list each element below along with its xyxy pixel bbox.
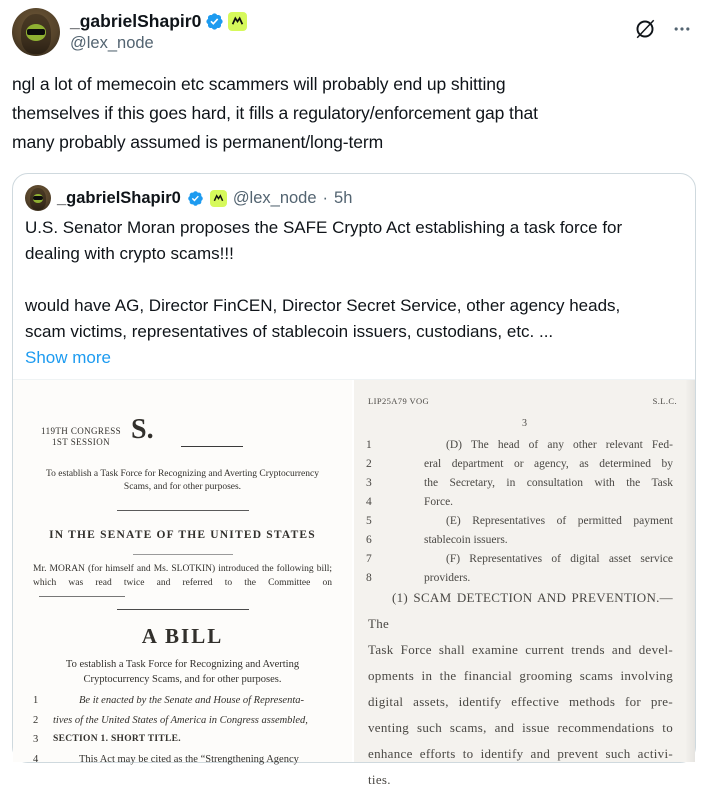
affiliate-badge-icon <box>210 190 227 207</box>
doc-purpose-line: Scams, and for other purposes. <box>123 482 242 492</box>
doc-line <box>33 691 338 711</box>
doc-session: 1ST SESSION <box>52 437 111 447</box>
avatar-art-sunglasses <box>33 196 43 199</box>
doc-line <box>366 493 673 512</box>
doc-draft-code: LIP25A79 VOG <box>368 396 430 406</box>
doc-committee-blank <box>39 596 125 597</box>
user-handle[interactable]: @lex_node <box>70 34 154 52</box>
doc-line-number: 4 <box>33 753 39 765</box>
doc-line-text: eral department or agency, as determined by <box>424 458 673 470</box>
verified-badge-icon <box>205 12 224 31</box>
doc-page-number: 3 <box>522 418 527 429</box>
doc-paragraph-line: enhance efforts to identify and prevent such activi- <box>368 746 673 761</box>
affiliate-badge-icon[interactable] <box>228 12 247 31</box>
quote-handle: @lex_node <box>232 188 317 207</box>
quote-media <box>13 379 695 787</box>
doc-line-text: tives of the United States of America in Congress assembled, <box>53 714 308 726</box>
quote-separator: · <box>322 188 329 207</box>
doc-line-number: 1 <box>366 439 372 451</box>
doc-introduction <box>33 562 332 590</box>
doc-congress: 119TH CONGRESS <box>41 426 122 436</box>
doc-bill-purpose-line: To establish a Task Force for Recognizing and Averting <box>65 659 300 670</box>
doc-bill-purpose <box>47 657 318 687</box>
doc-line-number: 2 <box>366 458 372 470</box>
doc-line <box>366 531 673 550</box>
doc-divider <box>133 554 233 555</box>
doc-bill-title: A BILL <box>141 624 224 648</box>
doc-line-number: 4 <box>366 496 372 508</box>
doc-paragraph-line: opments in the financial grooming scams involving <box>368 668 673 683</box>
doc-congress-session <box>41 426 121 448</box>
doc-line-number: 3 <box>366 477 372 489</box>
doc-paragraph-line: venting such scams, and issue recommendations to <box>368 720 673 735</box>
doc-line-text: Force. <box>424 496 454 508</box>
doc-paragraph-line: digital assets, identify effective methods for pre- <box>368 694 673 709</box>
doc-line-text: (D) The head of any other relevant Fed- <box>446 439 673 451</box>
doc-line-text: the Secretary, in consultation with the Task <box>424 477 673 489</box>
doc-line <box>366 455 673 474</box>
header-actions <box>634 8 696 40</box>
doc-line <box>33 750 338 770</box>
display-name[interactable]: _gabrielShapir0 <box>70 11 202 31</box>
doc-bill-purpose-line: Cryptocurrency Scams, and for other purposes. <box>83 674 282 685</box>
doc-introduction-line: which was read twice and referred to the Committee on <box>33 578 332 588</box>
doc-line-text: (F) Representatives of digital asset service <box>446 553 673 565</box>
doc-page-header <box>368 396 677 406</box>
doc-purpose-line: To establish a Task Force for Recognizing and Averting Cryptocurrency <box>46 469 319 479</box>
more-icon[interactable] <box>672 19 692 39</box>
doc-line-text: This Act may be cited as the “Strengthening Agency <box>79 753 299 765</box>
doc-numbered-lines <box>366 436 673 588</box>
doc-senate-heading: IN THE SENATE OF THE UNITED STATES <box>49 529 316 541</box>
doc-line-number: 3 <box>33 734 39 745</box>
quote-timestamp: 5h <box>334 188 353 207</box>
quote-text-line: would have AG, Director FinCEN, Director Secret Service, other agency heads, <box>25 296 621 315</box>
doc-line-number: 7 <box>366 553 372 565</box>
doc-line-text: providers. <box>424 572 471 584</box>
doc-bill-number: S. <box>131 414 154 445</box>
quote-avatar[interactable] <box>25 185 51 211</box>
doc-line <box>33 711 338 731</box>
doc-introduction-line: Mr. MORAN (for himself and Ms. SLOTKIN) introduced the following bill; <box>33 564 332 574</box>
avatar-art-sunglasses <box>27 29 45 35</box>
doc-line-text: Be it enacted by the Senate and House of Representa- <box>79 695 304 706</box>
doc-paragraph <box>368 585 673 793</box>
doc-line <box>366 436 673 455</box>
tweet-header <box>12 8 696 56</box>
tweet-text-line: themselves if this goes hard, it fills a regulatory/enforcement gap that <box>12 103 538 123</box>
doc-line <box>366 474 673 493</box>
tweet-text <box>12 70 696 157</box>
tweet-text-line: many probably assumed is permanent/long-term <box>12 132 384 152</box>
grok-icon[interactable] <box>634 18 656 40</box>
doc-paragraph-line: (1) SCAM DETECTION AND PREVENTION.—The <box>368 590 673 631</box>
quote-text-line: scam victims, representatives of stablecoin issuers, custodians, etc. ... <box>25 322 554 341</box>
quote-text-line: U.S. Senator Moran proposes the SAFE Crypto Act establishing a task force for <box>25 218 623 237</box>
tweet-text-line: ngl a lot of memecoin etc scammers will probably end up shitting <box>12 74 506 94</box>
document-image-right[interactable] <box>354 380 695 787</box>
quoted-tweet-card[interactable] <box>12 173 696 787</box>
doc-line-number: 1 <box>33 695 39 706</box>
doc-slc: S.L.C. <box>652 396 677 406</box>
verified-badge-icon <box>187 190 204 207</box>
doc-bill-number-blank <box>181 446 243 447</box>
doc-line-text: SECTION 1. SHORT TITLE. <box>53 734 181 744</box>
doc-paragraph-line: Task Force shall examine current trends and devel- <box>368 642 673 657</box>
doc-line-number: 8 <box>366 572 372 584</box>
show-more-link[interactable]: Show more <box>25 348 111 367</box>
doc-purpose <box>39 468 326 494</box>
quote-text-line: dealing with crypto scams!!! <box>25 244 234 263</box>
doc-line <box>366 550 673 569</box>
quote-header <box>13 174 695 211</box>
doc-line <box>366 512 673 531</box>
doc-line-text: (E) Representatives of permitted payment <box>446 515 673 527</box>
doc-line-number: 6 <box>366 534 372 546</box>
document-image-left[interactable] <box>13 380 352 765</box>
doc-line <box>33 730 338 750</box>
doc-divider <box>117 510 249 511</box>
avatar[interactable] <box>12 8 60 56</box>
quote-display-name[interactable]: _gabrielShapir0 <box>57 188 181 207</box>
doc-divider <box>117 609 249 610</box>
quote-text <box>13 211 695 345</box>
author-identity <box>70 8 634 54</box>
doc-paragraph-line: ties. <box>368 772 391 787</box>
doc-line-text: stablecoin issuers. <box>424 534 508 546</box>
doc-line-number: 5 <box>366 515 372 527</box>
doc-line-number: 2 <box>33 714 39 726</box>
doc-numbered-lines <box>33 691 338 769</box>
